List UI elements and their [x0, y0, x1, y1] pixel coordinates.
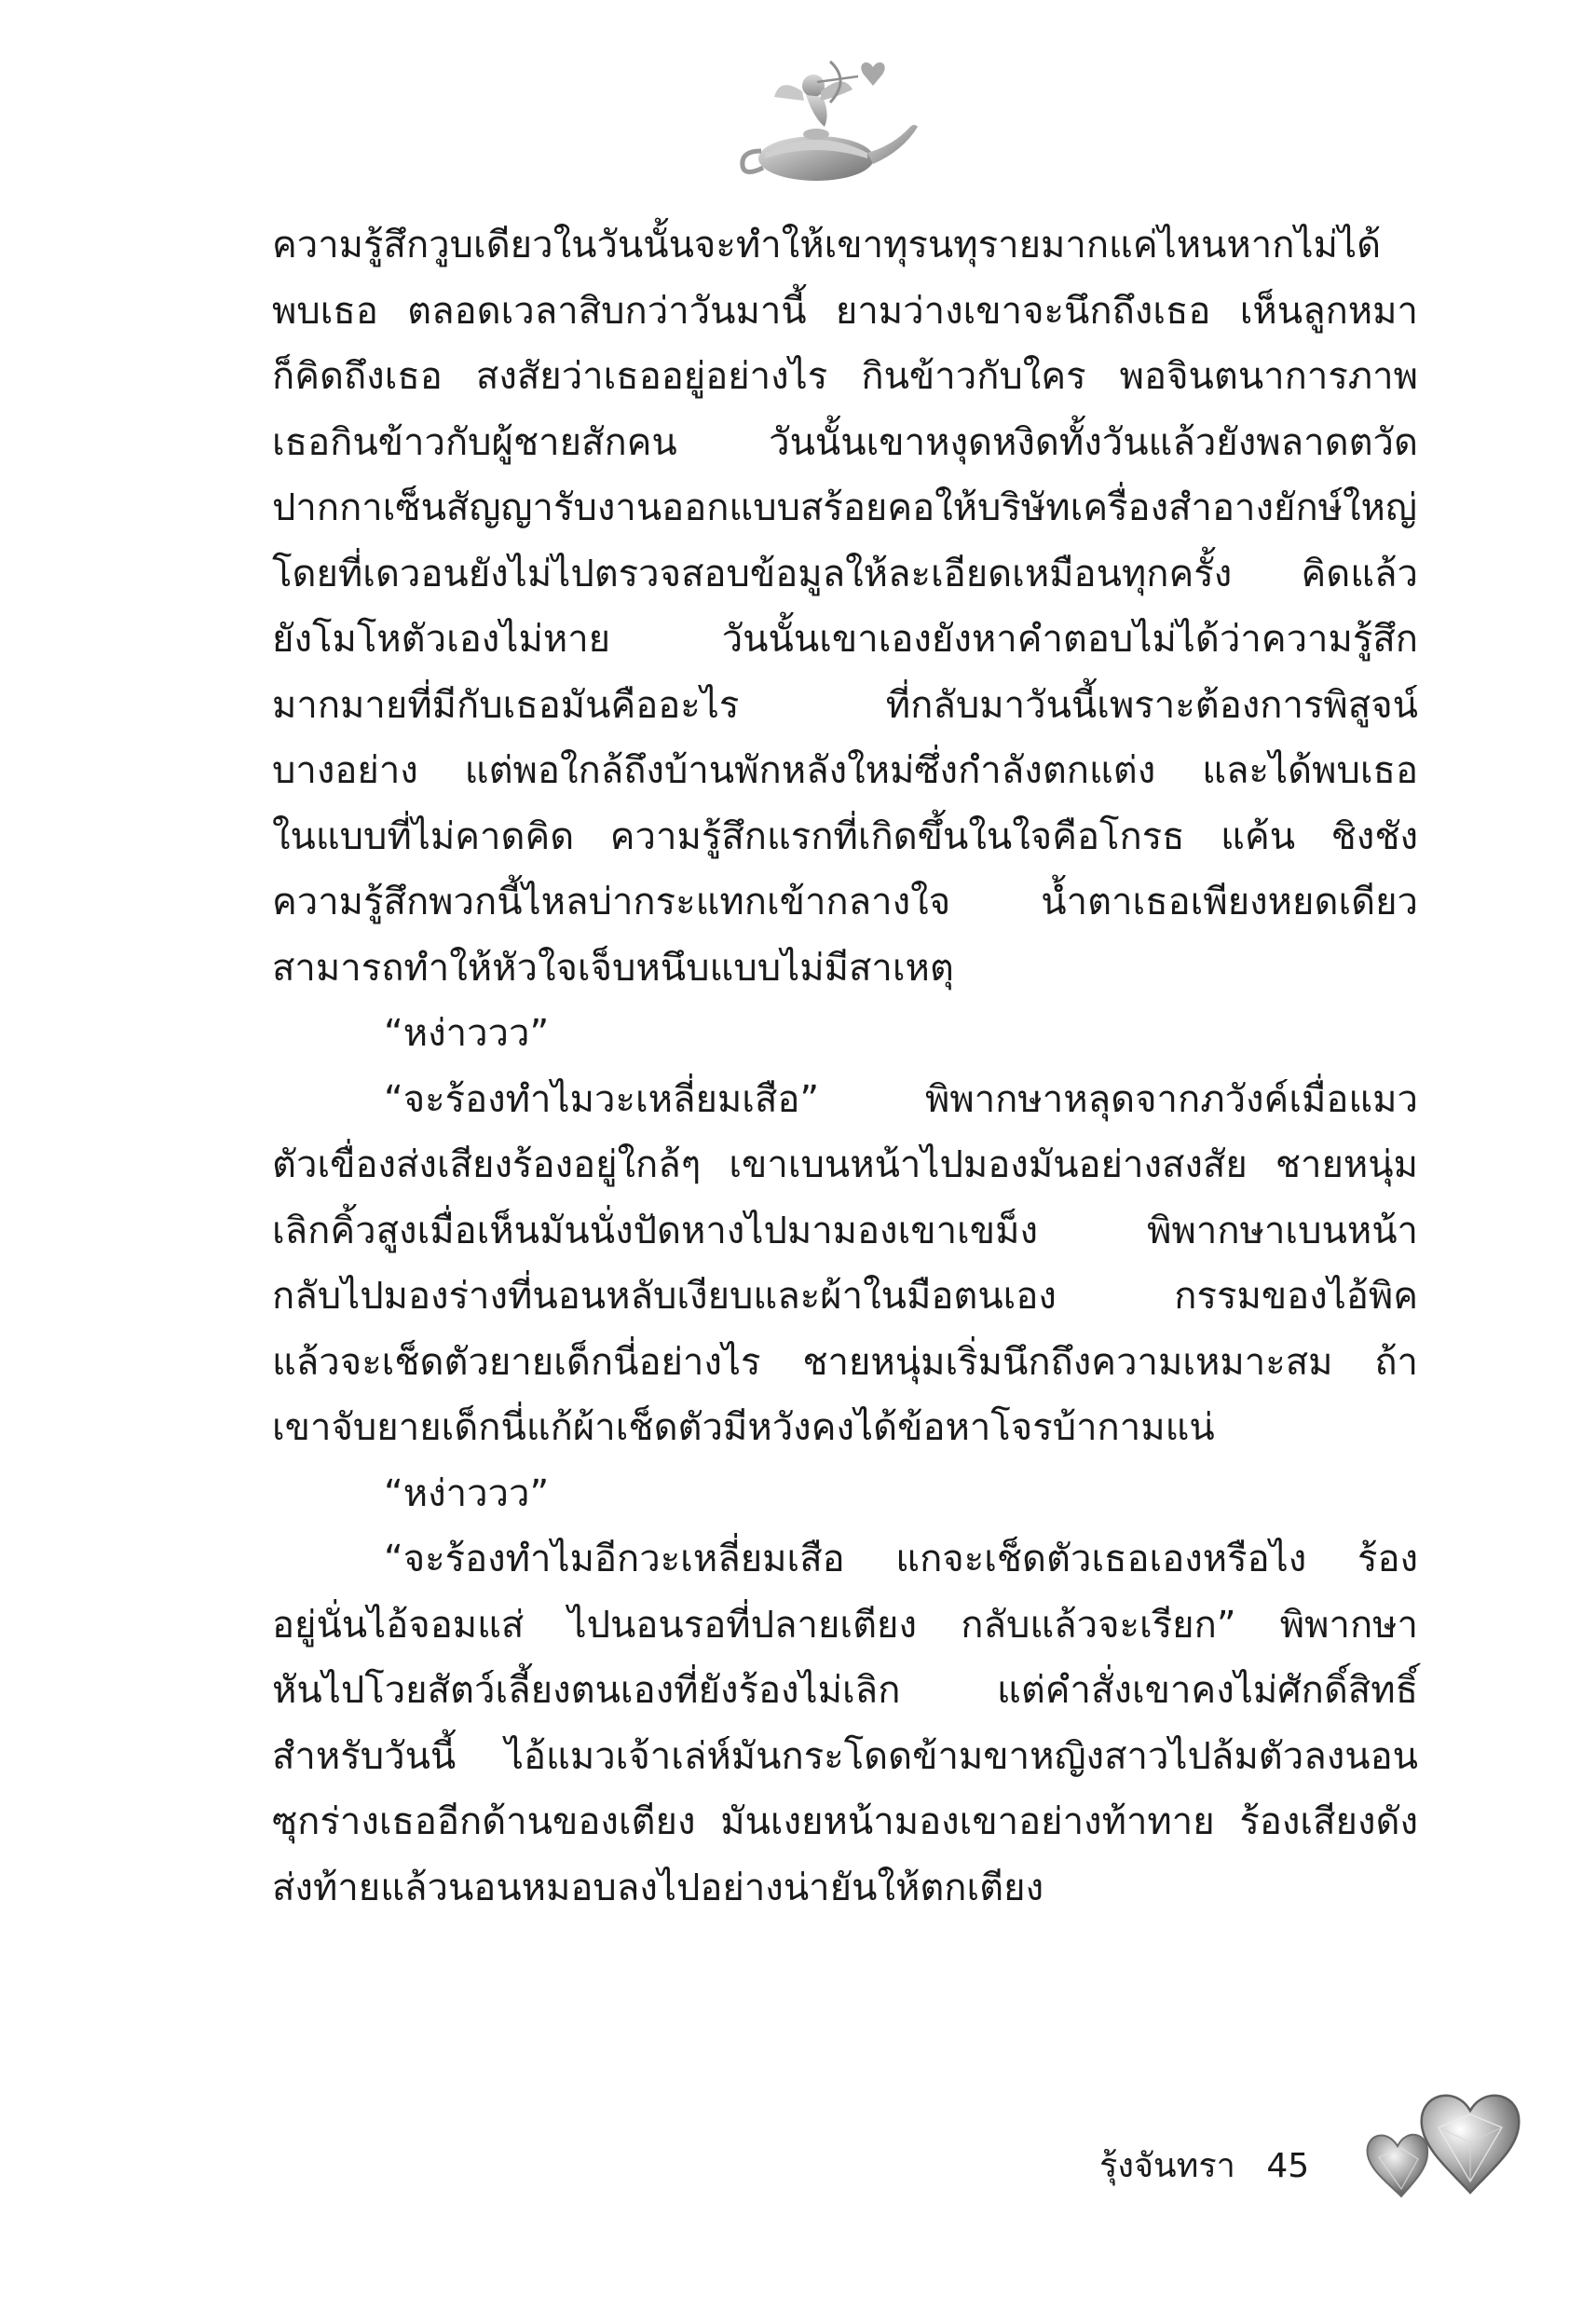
- text-line: กลับไปมองร่างที่นอนหลับเงียบและผ้าในมือตนเอง กรรมของไอ้พิค: [272, 1275, 1418, 1318]
- page-footer: [1099, 2143, 1309, 2190]
- text-line: ก็คิดถึงเธอ สงสัยว่าเธออยู่อย่างไร กินข้าวกับใคร พอจินตนาการภาพ: [272, 355, 1418, 398]
- text-line: ตัวเขื่องส่งเสียงร้องอยู่ใกล้ๆ เขาเบนหน้าไปมองมันอย่างสงสัย ชายหนุ่ม: [272, 1143, 1418, 1186]
- page-number: 45: [1266, 2147, 1310, 2185]
- book-title: รุ้งจันทรา: [1099, 2147, 1235, 2185]
- text-line: มากมายที่มีกับเธอมันคืออะไร ที่กลับมาวันนี้เพราะต้องการพิสูจน์: [272, 683, 1418, 727]
- text-line: หันไปโวยสัตว์เลี้ยงตนเองที่ยังร้องไม่เลิก แต่คำสั่งเขาคงไม่ศักดิ์สิทธิ์: [272, 1669, 1418, 1712]
- text-line: ความรู้สึกวูบเดียวในวันนั้นจะทำให้เขาทุรนทุรายมากแค่ไหนหากไม่ได้: [272, 224, 1382, 267]
- text-line: ส่งท้ายแล้วนอนหมอบลงไปอย่างน่ายันให้ตกเตียง: [272, 1866, 1044, 1909]
- text-line: “จะร้องทำไมวะเหลี่ยมเสือ” พิพากษาหลุดจากภวังค์เมื่อแมว: [384, 1077, 1418, 1121]
- text-line: ในแบบที่ไม่คาดคิด ความรู้สึกแรกที่เกิดขึ้นในใจคือโกรธ แค้น ชิงชัง: [272, 814, 1418, 858]
- text-line: “จะร้องทำไมอีกวะเหลี่ยมเสือ แกจะเช็ดตัวเธอเองหรือไง ร้อง: [384, 1538, 1418, 1580]
- dialogue-line: “หง่าววว”: [384, 1012, 550, 1055]
- text-line: โดยที่เดวอนยังไม่ไปตรวจสอบข้อมูลให้ละเอียดเหมือนทุกครั้ง คิดแล้ว: [272, 552, 1418, 595]
- text-line: เขาจับยายเด็กนี่แก้ผ้าเช็ดตัวมีหวังคงได้ข้อหาโจรบ้ากามแน่: [272, 1406, 1215, 1449]
- text-line: เลิกคิ้วสูงเมื่อเห็นมันนั่งปัดหางไปมามองเขาเขม็ง พิพากษาเบนหน้า: [272, 1209, 1418, 1252]
- dialogue-line: “หง่าววว”: [384, 1471, 550, 1515]
- crystal-hearts-icon: [1360, 2073, 1528, 2213]
- text-line: บางอย่าง แต่พอใกล้ถึงบ้านพักหลังใหม่ซึ่งกำลังตกแต่ง และได้พบเธอ: [272, 749, 1418, 792]
- text-line: ซุกร่างเธออีกด้านของเตียง มันเงยหน้ามองเขาอย่างท้าทาย ร้องเสียงดัง: [272, 1800, 1418, 1843]
- text-line: ยังโมโหตัวเองไม่หาย วันนั้นเขาเองยังหาคำตอบไม่ได้ว่าความรู้สึก: [272, 618, 1418, 661]
- text-line: สามารถทำให้หัวใจเจ็บหนึบแบบไม่มีสาเหตุ: [272, 946, 954, 990]
- text-line: พบเธอ ตลอดเวลาสิบกว่าวันมานี้ ยามว่างเขาจะนึกถึงเธอ เห็นลูกหมา: [272, 289, 1418, 333]
- text-line: อยู่นั่นไอ้จอมแส่ ไปนอนรอที่ปลายเตียง กลับแล้วจะเรียก” พิพากษา: [272, 1603, 1418, 1647]
- text-line: เธอกินข้าวกับผู้ชายสักคน วันนั้นเขาหงุดหงิดทั้งวันแล้วยังพลาดตวัด: [272, 420, 1418, 464]
- cupid-teapot-icon: [728, 48, 942, 188]
- text-line: ปากกาเซ็นสัญญารับงานออกแบบสร้อยคอให้บริษัทเครื่องสำอางยักษ์ใหญ่: [272, 486, 1418, 529]
- text-line: สำหรับวันนี้ ไอ้แมวเจ้าเล่ห์มันกระโดดข้ามขาหญิงสาวไปล้มตัวลงนอน: [272, 1734, 1418, 1778]
- text-line: แล้วจะเช็ดตัวยายเด็กนี่อย่างไร ชายหนุ่มเริ่มนึกถึงความเหมาะสม ถ้า: [272, 1340, 1418, 1384]
- story-body: [272, 212, 1418, 1921]
- text-line: ความรู้สึกพวกนี้ไหลบ่ากระแทกเข้ากลางใจ น้ำตาเธอเพียงหยดเดียว: [272, 881, 1418, 923]
